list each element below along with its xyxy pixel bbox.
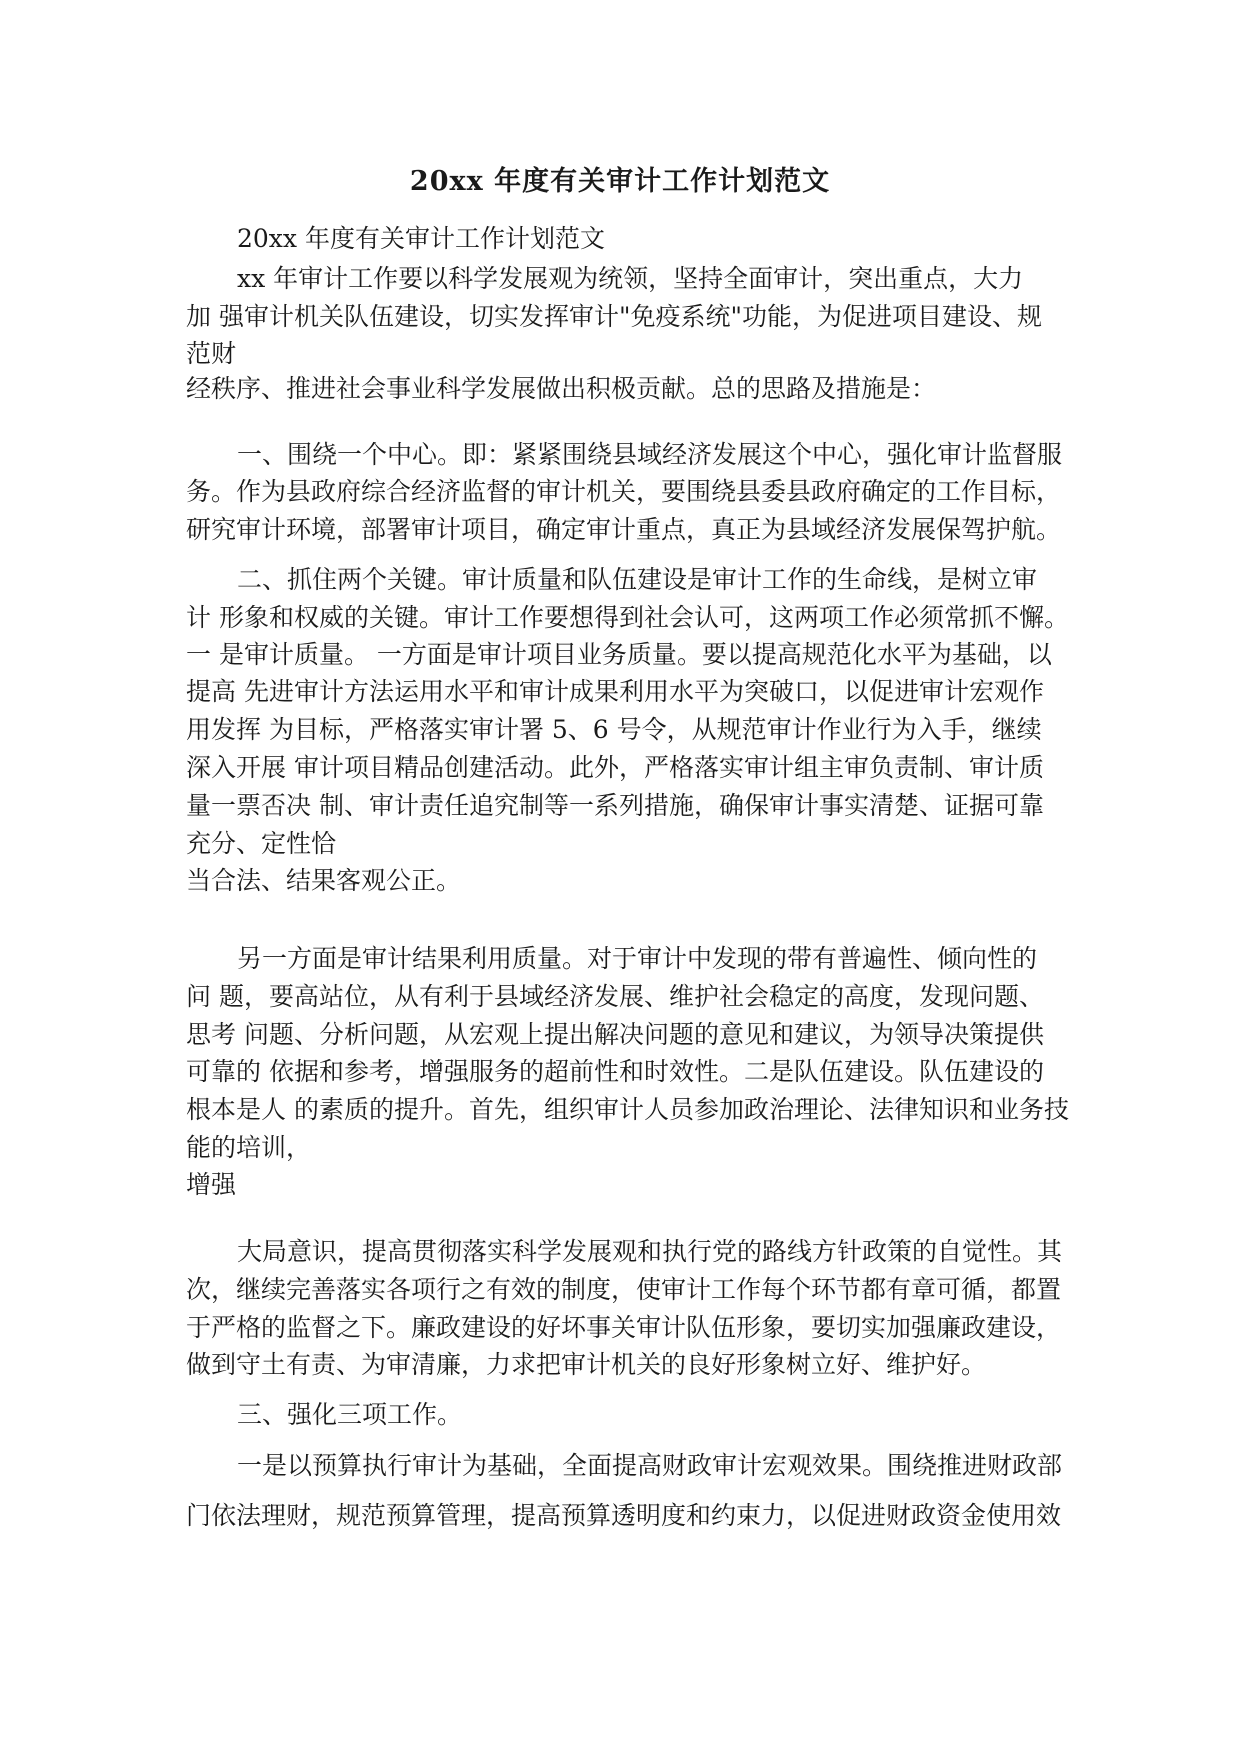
text-line: 用发挥 为目标，严格落实审计署 5、6 号令，从规范审计作业行为入手，继续 (186, 715, 1042, 744)
text-line: 计 形象和权威的关键。审计工作要想得到社会认可，这两项工作必须常抓不懈。 (186, 603, 1069, 632)
text-line: 量一票否决 制、审计责任追究制等一系列措施，确保审计事实清楚、证据可靠 (186, 791, 1044, 820)
text-line: 充分、定性恰 (186, 829, 337, 858)
text-line: 可靠的 依据和参考，增强服务的超前性和时效性。二是队伍建设。队伍建设的 (186, 1057, 1044, 1086)
text-line: 深入开展 审计项目精品创建活动。此外，严格落实审计组主审负责制、审计质 (186, 753, 1044, 782)
text-line: 二、抓住两个关键。审计质量和队伍建设是审计工作的生命线，是树立审 (237, 565, 1038, 594)
text-line: 做到守土有责、为审清廉，力求把审计机关的良好形象树立好、维护好。 (186, 1350, 987, 1379)
text-line: 三、强化三项工作。 (237, 1400, 463, 1429)
text-line: 一 是审计质量。 一方面是审计项目业务质量。要以提高规范化水平为基础，以 (186, 640, 1052, 669)
text-line: 门依法理财，规范预算管理，提高预算透明度和约束力，以促进财政资金使用效 (186, 1501, 1062, 1530)
document-subtitle: 20xx 年度有关审计工作计划范文 (237, 224, 605, 253)
text-line: 能的培训， (186, 1133, 312, 1162)
text-line: 研究审计环境，部署审计项目，确定审计重点，真正为县域经济发展保驾护航。 (186, 515, 1062, 544)
text-line: 务。作为县政府综合经济监督的审计机关，要围绕县委县政府确定的工作目标， (186, 477, 1062, 506)
document-title: 20xx 年度有关审计工作计划范文 (409, 166, 831, 197)
text-line: 一、围绕一个中心。即：紧紧围绕县域经济发展这个中心，强化审计监督服 (237, 440, 1063, 469)
text-line: 增强 (186, 1170, 237, 1199)
text-line: 另一方面是审计结果利用质量。对于审计中发现的带有普遍性、倾向性的 (237, 944, 1038, 973)
text-line: 思考 问题、分析问题，从宏观上提出解决问题的意见和建议，为领导决策提供 (186, 1020, 1044, 1049)
text-line: 加 强审计机关队伍建设，切实发挥审计"免疫系统"功能，为促进项目建设、规 (186, 302, 1042, 331)
text-line: 当合法、结果客观公正。 (186, 866, 462, 895)
text-line: 经秩序、推进社会事业科学发展做出积极贡献。总的思路及措施是： (186, 374, 937, 403)
text-line: 于严格的监督之下。廉政建设的好坏事关审计队伍形象，要切实加强廉政建设， (186, 1313, 1062, 1342)
text-line: 根本是人 的素质的提升。首先，组织审计人员参加政治理论、法律知识和业务技 (186, 1095, 1069, 1124)
text-line: 次，继续完善落实各项行之有效的制度，使审计工作每个环节都有章可循，都置 (186, 1275, 1062, 1304)
text-line: 提高 先进审计方法运用水平和审计成果利用水平为突破口，以促进审计宏观作 (186, 677, 1044, 706)
text-line: 大局意识，提高贯彻落实科学发展观和执行党的路线方针政策的自觉性。其 (237, 1237, 1063, 1266)
text-line: 范财 (186, 339, 237, 368)
text-line: xx 年审计工作要以科学发展观为统领，坚持全面审计，突出重点，大力 (237, 264, 1024, 293)
text-line: 一是以预算执行审计为基础，全面提高财政审计宏观效果。围绕推进财政部 (237, 1451, 1063, 1480)
text-line: 问 题，要高站位，从有利于县域经济发展、维护社会稳定的高度，发现问题、 (186, 982, 1044, 1011)
